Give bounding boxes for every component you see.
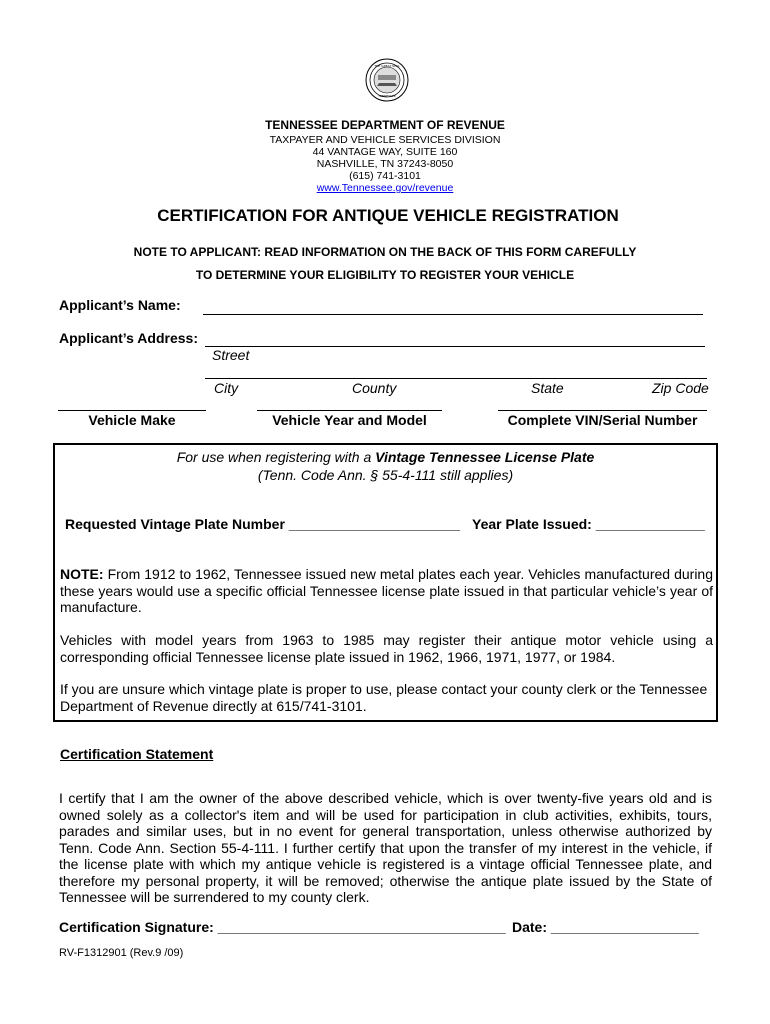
phone-number: (615) 741-3101 [349, 170, 421, 182]
street-label: Street [212, 347, 250, 363]
vintage-note-label: NOTE: [60, 566, 104, 582]
form-id: RV-F1312901 (Rev.9 /09) [59, 947, 184, 959]
address-line-1: 44 VANTAGE WAY, SUITE 160 [312, 146, 458, 158]
contact-paragraph: If you are unsure which vintage plate is proper to use, please contact your county clerk or the Tennessee Department of Revenue directly at 615/741-3101. [60, 681, 708, 714]
state-label: State [531, 380, 564, 396]
svg-text:TENNESSEE: TENNESSEE [378, 94, 396, 98]
vin-field[interactable] [498, 410, 707, 411]
certification-signature-field[interactable]: Certification Signature: _____________________________________ [59, 919, 506, 935]
vehicle-year-model-field[interactable] [257, 410, 442, 411]
vintage-note-text: From 1912 to 1962, Tennessee issued new metal plates each year. Vehicles manufactured during these years would use a specific official Tennessee license plate issued in that particular vehicle’s year of manufacture. [60, 566, 713, 615]
vintage-plate-intro [53, 449, 718, 465]
city-label: City [214, 380, 239, 396]
department-name: TENNESSEE DEPARTMENT OF REVENUE [265, 118, 505, 132]
website-link[interactable]: www.Tennessee.gov/revenue [316, 182, 454, 194]
vehicle-year-model-label: Vehicle Year and Model [272, 412, 427, 428]
certification-heading: Certification Statement [60, 746, 214, 762]
certification-statement: I certify that I am the owner of the above described vehicle, which is over twenty-five years old and is owned solely as a collector's item and will be used for participation in club activities, exhibits, tours, parades and similar uses, but in no event for general transportation, unless otherwise authorized by Tenn. Code Ann. Section 55-4-111. I further certify that upon the transfer of my interest in the vehicle, if the license plate with which my antique vehicle is registered is a vintage official Tennessee plate, and therefore my personal property, it will be removed; otherwise the antique plate issued by the State of Tennessee will be surrendered to my county clerk. [59, 790, 712, 905]
requested-vintage-plate-number[interactable]: Requested Vintage Plate Number ______________________ [65, 516, 461, 532]
county-label: County [352, 380, 397, 396]
zip-code-label: Zip Code [652, 380, 709, 396]
division-name: TAXPAYER AND VEHICLE SERVICES DIVISION [269, 134, 501, 146]
note-to-applicant-text: : READ INFORMATION ON THE BACK OF THIS FORM CAREFULLY [257, 245, 637, 259]
note-to-applicant-label: NOTE TO APPLICANT [133, 245, 257, 259]
city-county-state-zip-field[interactable] [205, 378, 707, 379]
model-years-paragraph: Vehicles with model years from 1963 to 1985 may register their antique motor vehicle using a corresponding official Tennessee license plate issued in 1962, 1966, 1971, 1977, or 1984. [60, 632, 713, 665]
vehicle-make-label: Vehicle Make [88, 412, 176, 428]
vintage-note-paragraph [60, 566, 713, 616]
vintage-plate-intro-text: For use when registering with a [176, 449, 376, 465]
vintage-plate-intro-bold: Vintage Tennessee License Plate [375, 449, 595, 465]
vin-label: Complete VIN/Serial Number [507, 412, 698, 428]
tenn-code-reference: (Tenn. Code Ann. § 55-4-111 still applies) [257, 467, 514, 483]
tennessee-state-seal-icon [365, 58, 409, 102]
date-field[interactable]: Date: ___________________ [512, 919, 699, 935]
note-to-applicant-line-2: TO DETERMINE YOUR ELIGIBILITY TO REGISTER YOUR VEHICLE [195, 268, 575, 282]
form-title: CERTIFICATION FOR ANTIQUE VEHICLE REGISTRATION [157, 206, 619, 225]
svg-text:THE GREAT SEAL: THE GREAT SEAL [374, 64, 400, 68]
applicant-address-label: Applicant’s Address: [59, 330, 198, 346]
applicant-name-field[interactable] [203, 314, 703, 315]
street-field[interactable] [205, 346, 705, 347]
note-to-applicant-line-1 [0, 245, 770, 259]
applicant-name-label: Applicant’s Name: [59, 297, 181, 313]
vehicle-make-field[interactable] [58, 410, 206, 411]
year-plate-issued[interactable]: Year Plate Issued: ______________ [472, 516, 705, 532]
address-line-2: NASHVILLE, TN 37243-8050 [316, 158, 454, 170]
